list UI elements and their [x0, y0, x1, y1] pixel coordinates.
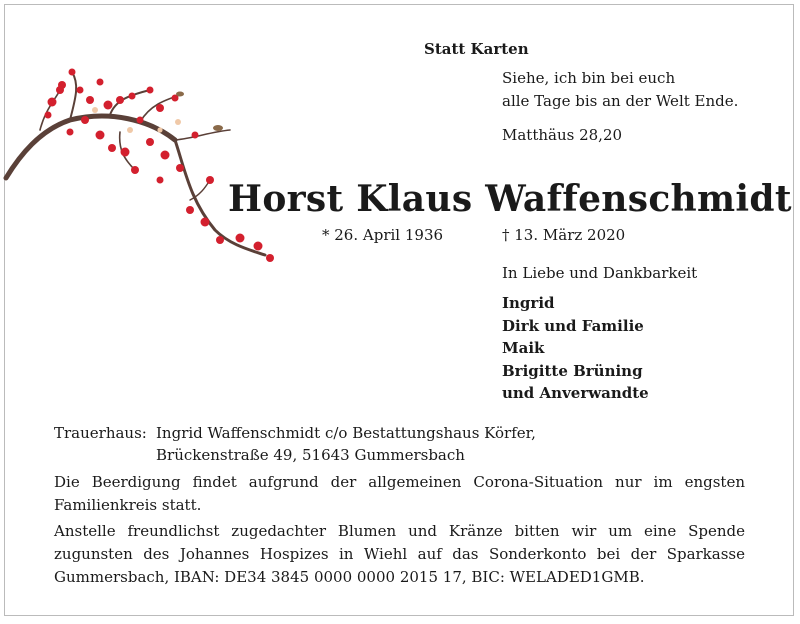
paragraph-line: Gummersbach, IBAN: DE34 3845 0000 0000 2015 17, BIC: WELADED1GMB.	[54, 568, 645, 586]
donation-paragraph	[54, 520, 745, 589]
mourner-name: Brigitte Brüning	[502, 361, 643, 380]
address-label: Trauerhaus:	[54, 424, 147, 442]
paragraph-line: Anstelle freundlichst zugedachter Blumen und Kränze bitten wir um eine Spende	[54, 522, 745, 540]
address-line-2: Brückenstraße 49, 51643 Gummersbach	[156, 446, 465, 464]
statt-karten-label: Statt Karten	[424, 40, 529, 58]
birth-date: * 26. April 1936	[322, 226, 444, 244]
verse-line-2: alle Tage bis an der Welt Ende.	[502, 92, 739, 110]
mourner-name: und Anverwandte	[502, 384, 649, 403]
verse-reference: Matthäus 28,20	[502, 126, 623, 144]
address-line-1: Ingrid Waffenschmidt c/o Bestattungshaus Körfer,	[156, 424, 536, 442]
death-date: † 13. März 2020	[502, 226, 626, 244]
mourner-name: Dirk und Familie	[502, 316, 644, 335]
plum-blossom-branch-icon	[0, 60, 290, 270]
funeral-notice-paragraph	[54, 471, 745, 517]
mourner-name: Ingrid	[502, 294, 555, 312]
paragraph-line: Die Beerdigung findet aufgrund der allgemeinen Corona-Situation nur im engsten	[54, 473, 745, 491]
paragraph-line: Familienkreis statt.	[54, 496, 202, 514]
verse-line-1: Siehe, ich bin bei euch	[502, 69, 676, 87]
deceased-name: Horst Klaus Waffenschmidt	[228, 178, 792, 220]
mourners-intro: In Liebe und Dankbarkeit	[502, 264, 698, 282]
mourners-list	[502, 292, 649, 405]
paragraph-line: zugunsten des Johannes Hospizes in Wiehl auf das Sonderkonto bei der Sparkasse	[54, 545, 745, 563]
bible-verse	[502, 67, 738, 113]
mourner-name: Maik	[502, 339, 545, 358]
